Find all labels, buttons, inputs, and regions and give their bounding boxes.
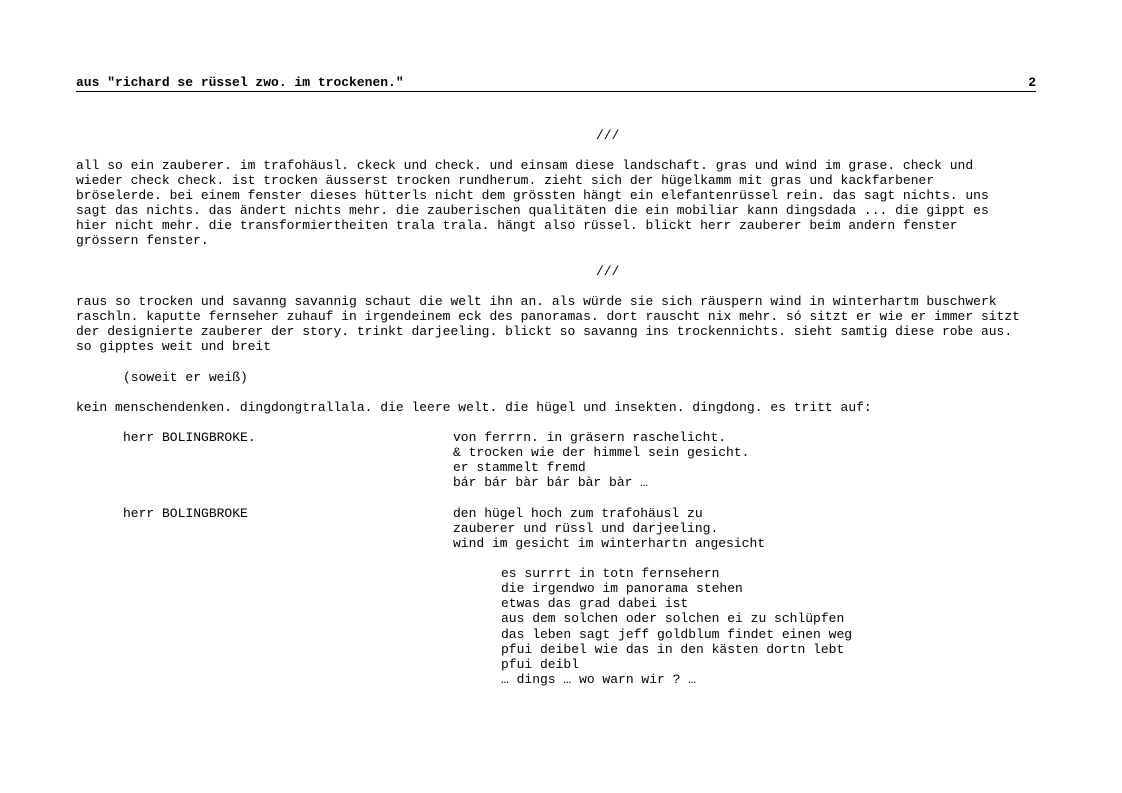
verse-line: er stammelt fremd: [453, 460, 586, 475]
speaker-name: herr BOLINGBROKE.: [123, 430, 256, 445]
paragraph-line: der designierte zauberer der story. trinkt darjeeling. blickt so savanng ins trockennichts. sieht samtig diese robe aus.: [76, 324, 1013, 339]
verse-line: von ferrrn. in gräsern raschelicht.: [453, 430, 727, 445]
paragraph-line: so gipptes weit und breit: [76, 339, 272, 354]
verse-line: & trocken wie der himmel sein gesicht.: [453, 445, 750, 460]
paragraph-line: wieder check check. ist trocken äusserst trocken rundherum. zieht sich der hügelkamm mit gras und kackfarbener: [76, 173, 935, 188]
paragraph-line: hier nicht mehr. die transformiertheiten trala trala. hängt also rüssel. blickt herr zauberer beim andern fenster: [76, 218, 958, 233]
paragraph-line: all so ein zauberer. im trafohäusl. ckeck und check. und einsam diese landschaft. gras und wind im grase. check und: [76, 158, 974, 173]
document-page: [76, 0, 1046, 793]
speaker-name: herr BOLINGBROKE: [123, 506, 248, 521]
verse-line: bár bár bàr bár bàr bàr …: [453, 475, 649, 490]
paragraph-line: sagt das nichts. das ändert nichts mehr. die zauberischen qualitäten die ein mobiliar kann dingsdada ... die gippt es: [76, 203, 989, 218]
page-header: [76, 75, 1036, 92]
aside-note: (soweit er weiß): [123, 370, 248, 385]
indented-verse-line: … dings … wo warn wir ? …: [501, 672, 697, 687]
indented-verse-line: die irgendwo im panorama stehen: [501, 581, 743, 596]
verse-line: wind im gesicht im winterhartn angesicht: [453, 536, 766, 551]
document-title: aus "richard se rüssel zwo. im trockenen.": [76, 75, 404, 90]
section-separator: ///: [596, 128, 620, 143]
paragraph-line: bröselerde. bei einem fenster dieses hütterls nicht dem grössten hängt ein elefantenrüssel rein. das sagt nichts. uns: [76, 188, 989, 203]
paragraph-line: raschln. kaputte fernseher zuhauf in irgendeinem eck des panoramas. dort rauscht nix mehr. só sitzt er wie er immer sitzt: [76, 309, 1020, 324]
paragraph-line: grössern fenster.: [76, 233, 209, 248]
indented-verse-line: pfui deibel wie das in den kästen dortn lebt: [501, 642, 845, 657]
indented-verse-line: das leben sagt jeff goldblum findet einen weg: [501, 627, 853, 642]
verse-line: den hügel hoch zum trafohäusl zu: [453, 506, 703, 521]
page-number: 2: [1028, 75, 1036, 90]
indented-verse-line: pfui deibl: [501, 657, 580, 672]
indented-verse-line: aus dem solchen oder solchen ei zu schlüpfen: [501, 611, 845, 626]
indented-verse-line: es surrrt in totn fernsehern: [501, 566, 720, 581]
paragraph-line: raus so trocken und savanng savannig schaut die welt ihn an. als würde sie sich räuspern wind in winterhartm buschwerk: [76, 294, 997, 309]
indented-verse-line: etwas das grad dabei ist: [501, 596, 689, 611]
section-separator: ///: [596, 264, 620, 279]
verse-line: zauberer und rüssl und darjeeling.: [453, 521, 719, 536]
paragraph-line: kein menschendenken. dingdongtrallala. die leere welt. die hügel und insekten. dingdong. es tritt auf:: [76, 400, 872, 415]
